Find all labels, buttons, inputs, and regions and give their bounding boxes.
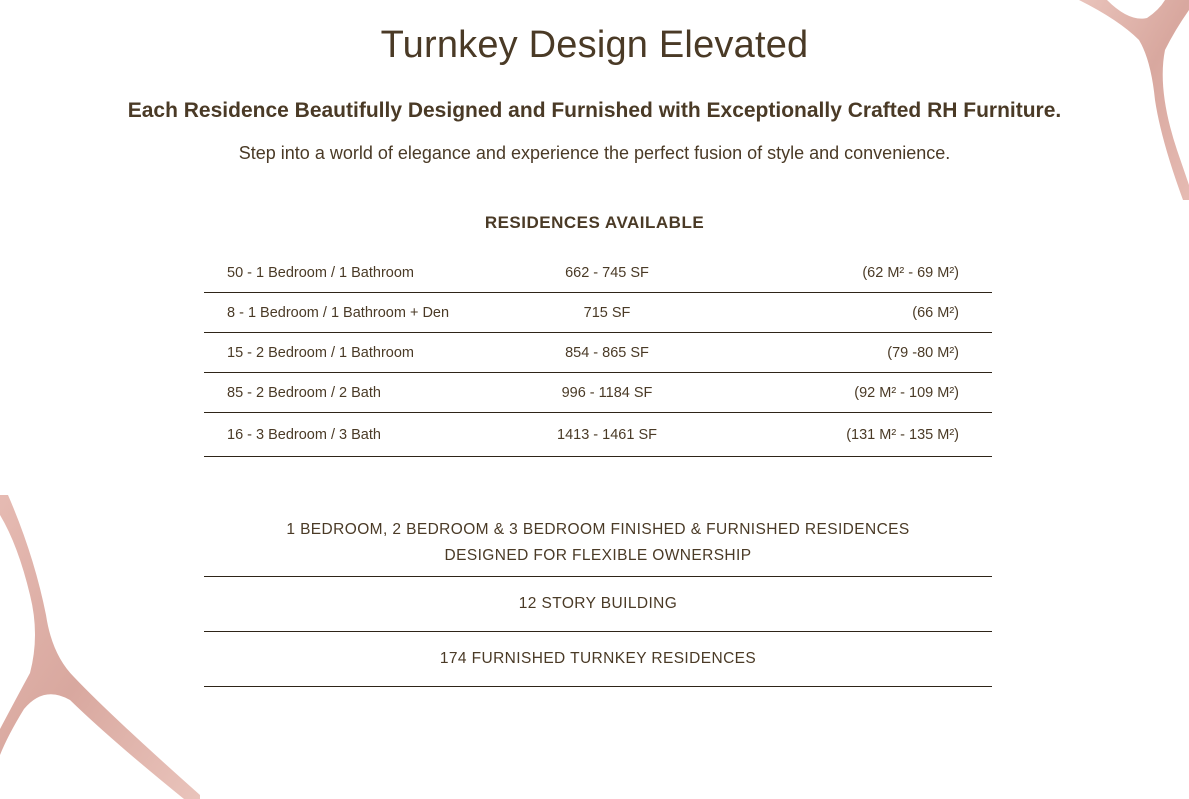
feature-line: 1 BEDROOM, 2 BEDROOM & 3 BEDROOM FINISHED & FURNISHED RESIDENCES — [286, 521, 910, 538]
page-subtitle: Each Residence Beautifully Designed and Furnished with Exceptionally Crafted RH Furniture. — [127, 99, 1062, 122]
residence-sf: 854 - 865 SF — [565, 344, 649, 361]
residence-sf: 662 - 745 SF — [565, 264, 649, 281]
decorative-rose-arc-bottom-left — [0, 495, 200, 799]
table-row — [204, 333, 992, 373]
residence-type: 8 - 1 Bedroom / 1 Bathroom + Den — [227, 304, 450, 321]
table-row — [204, 413, 992, 457]
residence-m2: (92 M² - 109 M²) — [854, 384, 959, 401]
residence-m2: (131 M² - 135 M²) — [846, 426, 959, 443]
intro-text: Step into a world of elegance and experience the perfect fusion of style and convenience. — [238, 143, 951, 163]
residence-sf: 996 - 1184 SF — [561, 384, 653, 401]
feature-line: 12 STORY BUILDING — [518, 595, 678, 612]
page-title: Turnkey Design Elevated — [380, 24, 809, 66]
residences-table — [204, 253, 992, 457]
residence-m2: (62 M² - 69 M²) — [862, 264, 959, 281]
feature-bedroom-types — [204, 510, 992, 577]
feature-residence-count — [204, 632, 992, 687]
residence-type: 85 - 2 Bedroom / 2 Bath — [227, 384, 381, 401]
table-row — [204, 373, 992, 413]
residence-sf: 1413 - 1461 SF — [557, 426, 657, 443]
residence-m2: (66 M²) — [912, 304, 959, 321]
residence-m2: (79 -80 M²) — [887, 344, 959, 361]
residence-type: 15 - 2 Bedroom / 1 Bathroom — [227, 344, 414, 361]
residence-type: 50 - 1 Bedroom / 1 Bathroom — [227, 264, 414, 281]
residence-type: 16 - 3 Bedroom / 3 Bath — [227, 426, 381, 443]
residences-heading: RESIDENCES AVAILABLE — [484, 213, 705, 232]
table-row — [204, 293, 992, 333]
table-row — [204, 253, 992, 293]
features-list — [204, 510, 992, 687]
feature-line: 174 FURNISHED TURNKEY RESIDENCES — [439, 650, 757, 667]
feature-story-count — [204, 577, 992, 632]
residence-sf: 715 SF — [583, 304, 631, 321]
feature-line: DESIGNED FOR FLEXIBLE OWNERSHIP — [444, 547, 752, 564]
